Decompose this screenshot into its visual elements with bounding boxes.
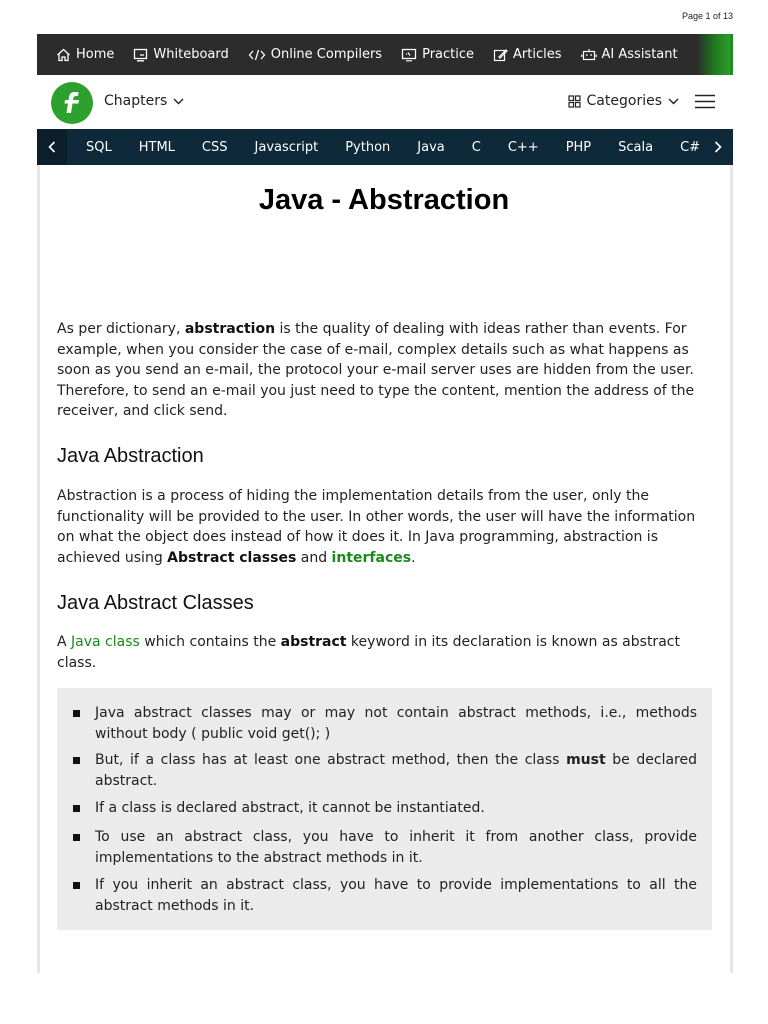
nav-whiteboard[interactable]: [133, 47, 228, 62]
language-nav: [37, 129, 733, 165]
lang-java[interactable]: Java: [417, 139, 445, 155]
abstract-class-text-mid: which contains the: [139, 634, 281, 650]
site-header: [37, 75, 733, 129]
nav-home-label: Home: [76, 47, 115, 62]
categories-dropdown[interactable]: [568, 93, 679, 109]
lang-python[interactable]: Python: [345, 139, 391, 155]
chevron-left-icon: [48, 141, 56, 153]
nav-practice-label: Practice: [422, 47, 475, 62]
chevron-right-icon: [714, 141, 722, 153]
lang-scala[interactable]: Scala: [618, 139, 654, 155]
top-nav: [37, 34, 733, 75]
nav-scroll-fade: [697, 34, 733, 75]
chapters-label: Chapters: [104, 93, 168, 109]
abstract-classes-term: Abstract classes: [167, 549, 297, 566]
abstract-class-text: A: [57, 634, 72, 650]
list-item-text: If you inherit an abstract class, you have to provide implementations to all the abstract methods in it.: [95, 877, 697, 914]
logo-glyph: [57, 88, 87, 118]
bullet-icon: [73, 834, 80, 841]
list-item: [95, 703, 697, 744]
intro-text: As per dictionary,: [57, 321, 185, 337]
lang-cpp[interactable]: C++: [507, 139, 539, 155]
list-item: [95, 875, 697, 916]
nav-ai-assistant[interactable]: [581, 47, 678, 62]
abstract-class-text-end: keyword in its declaration is known as abstract class.: [57, 634, 680, 671]
bullet-icon: [73, 882, 80, 889]
lang-c[interactable]: C: [471, 139, 481, 155]
nav-practice[interactable]: [401, 47, 474, 62]
nav-articles-label: Articles: [513, 47, 562, 62]
abstraction-text-and: and: [296, 549, 332, 566]
intro-paragraph: [57, 319, 712, 422]
list-item-text: To use an abstract class, you have to inherit it from another class, provide implementations to the abstract methods in it.: [95, 829, 697, 866]
chevron-down-icon: [173, 98, 184, 105]
nav-online-compilers[interactable]: [248, 47, 382, 62]
list-item: [95, 750, 697, 791]
lang-html[interactable]: HTML: [138, 139, 175, 155]
bullet-icon: [73, 805, 80, 812]
categories-label: Categories: [586, 93, 662, 109]
abstraction-text: Abstraction is a process of hiding the implementation details from the user, only the functionality will be provided to the user. In other words, the user will have the information on what the object does instead of how it does it. In Java programming, abstraction is achieved using: [57, 488, 696, 566]
abstract-class-paragraph: [57, 632, 712, 673]
lang-javascript[interactable]: Javascript: [254, 139, 319, 155]
robot-icon: [581, 48, 597, 62]
code-icon: [248, 48, 266, 62]
language-list: [86, 129, 727, 165]
hamburger-glyph: [695, 94, 715, 109]
scroll-right-arrow-icon[interactable]: [703, 129, 733, 165]
section-heading-abstract-classes: Java Abstract Classes: [57, 592, 254, 614]
nav-ai-assistant-label: AI Assistant: [601, 47, 678, 62]
interfaces-link[interactable]: interfaces: [331, 549, 412, 566]
list-item: [95, 827, 697, 868]
grid-icon: [568, 95, 581, 108]
lang-csharp[interactable]: C#: [680, 139, 701, 155]
nav-whiteboard-label: Whiteboard: [153, 47, 229, 62]
lang-css[interactable]: CSS: [201, 139, 228, 155]
chevron-down-icon: [668, 98, 679, 105]
home-icon: [56, 48, 71, 62]
abstract-class-rules-box: [57, 688, 712, 930]
bullet-icon: [73, 757, 80, 764]
must-term: must: [566, 752, 606, 768]
java-class-link[interactable]: Java class: [71, 634, 140, 650]
list-item: [95, 798, 697, 819]
abstraction-text-end: .: [411, 549, 416, 566]
intro-bold-term: abstraction: [184, 321, 276, 337]
nav-home[interactable]: [56, 47, 114, 62]
list-item-text: Java abstract classes may or may not contain abstract methods, i.e., methods without body ( public void get(); ): [95, 705, 697, 742]
tutorialspoint-logo-icon[interactable]: [51, 82, 93, 124]
section-heading-java-abstraction: Java Abstraction: [57, 445, 204, 467]
chapters-dropdown[interactable]: [104, 93, 184, 109]
scroll-left-arrow-icon[interactable]: [37, 129, 67, 165]
list-item-text: If a class is declared abstract, it cannot be instantiated.: [95, 800, 485, 816]
lang-sql[interactable]: SQL: [86, 139, 112, 155]
lang-php[interactable]: PHP: [565, 139, 592, 155]
edit-icon: [493, 48, 508, 62]
monitor-icon: [401, 48, 417, 62]
hamburger-menu-icon[interactable]: [695, 94, 715, 113]
abstract-keyword-term: abstract: [280, 634, 347, 650]
list-item-text-end: be declared abstract.: [95, 752, 697, 789]
bullet-icon: [73, 710, 80, 717]
whiteboard-icon: [133, 48, 148, 62]
nav-articles[interactable]: [493, 47, 561, 62]
list-item-text: But, if a class has at least one abstract method, then the class: [95, 752, 567, 768]
page-number: Page 1 of 13: [681, 11, 733, 21]
nav-online-compilers-label: Online Compilers: [270, 47, 383, 62]
intro-text-rest: is the quality of dealing with ideas rather than events. For example, when you consider the case of e-mail, complex details such as what happens as soon as you send an e-mail, the protocol your e-mail server uses are hidden from the user. Therefore, to send an e-mail you just need to type the content, mention the address of the receiver, and click send.: [57, 321, 695, 420]
abstraction-paragraph: [57, 486, 712, 568]
page-title: Java - Abstraction: [258, 184, 510, 216]
